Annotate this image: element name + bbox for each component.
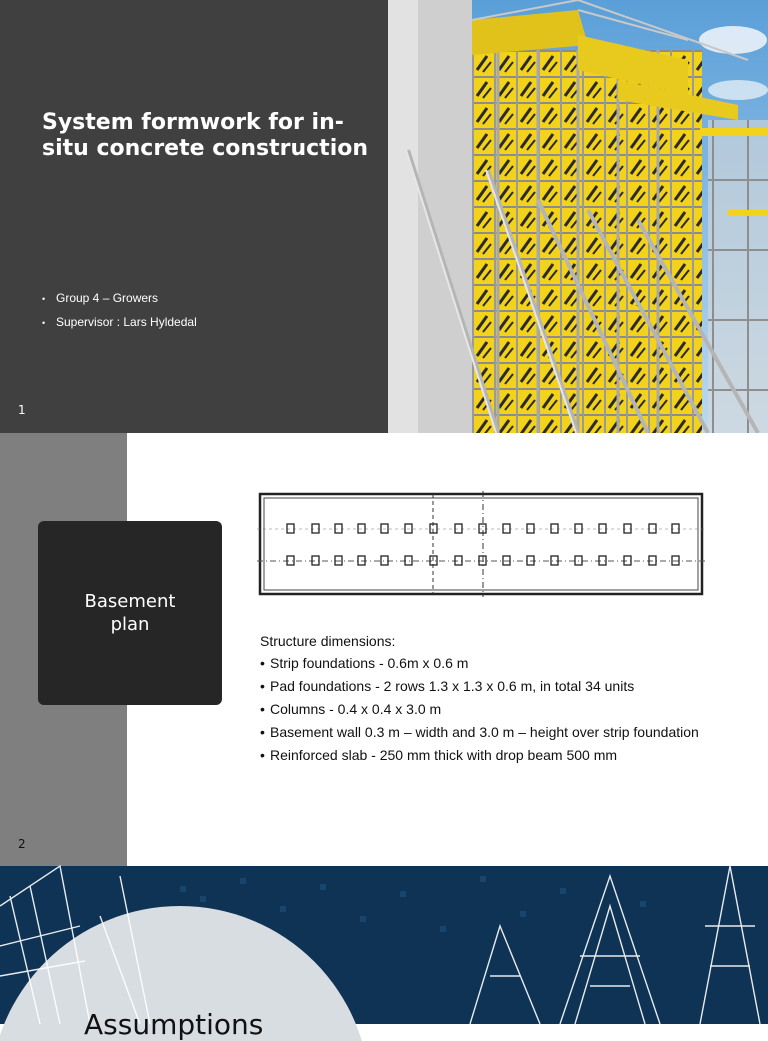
page-number: 1: [18, 403, 26, 417]
slide-2[interactable]: [0, 433, 768, 866]
structure-dimensions: [260, 633, 730, 770]
section-box: [38, 521, 222, 705]
slide-3[interactable]: [0, 866, 768, 1041]
skyscraper-background: [0, 866, 768, 1024]
dimension-item: • Basement wall 0.3 m – width and 3.0 m – height over strip foundation: [260, 724, 699, 740]
section-label: Basement plan: [84, 591, 176, 635]
slide-title: Assumptions: [84, 1008, 264, 1041]
bullet-item: • Supervisor : Lars Hyldedal: [42, 315, 197, 329]
dimension-item: • Strip foundations - 0.6m x 0.6 m: [260, 655, 469, 671]
bullet-list: [42, 291, 197, 339]
dimension-item: • Reinforced slab - 250 mm thick with drop beam 500 mm: [260, 747, 618, 763]
dimension-item: • Pad foundations - 2 rows 1.3 x 1.3 x 0.6 m, in total 34 units: [260, 678, 635, 694]
formwork-photo: [388, 0, 768, 433]
basement-plan-drawing: [257, 491, 705, 597]
page-number: 2: [18, 837, 26, 851]
dimensions-heading: Structure dimensions:: [260, 633, 396, 649]
dimension-item: • Columns - 0.4 x 0.4 x 3.0 m: [260, 701, 442, 717]
slide-title: System formwork for in-situ concrete construction: [42, 110, 369, 161]
slide-1[interactable]: [0, 0, 768, 433]
bullet-item: • Group 4 – Growers: [42, 291, 159, 305]
